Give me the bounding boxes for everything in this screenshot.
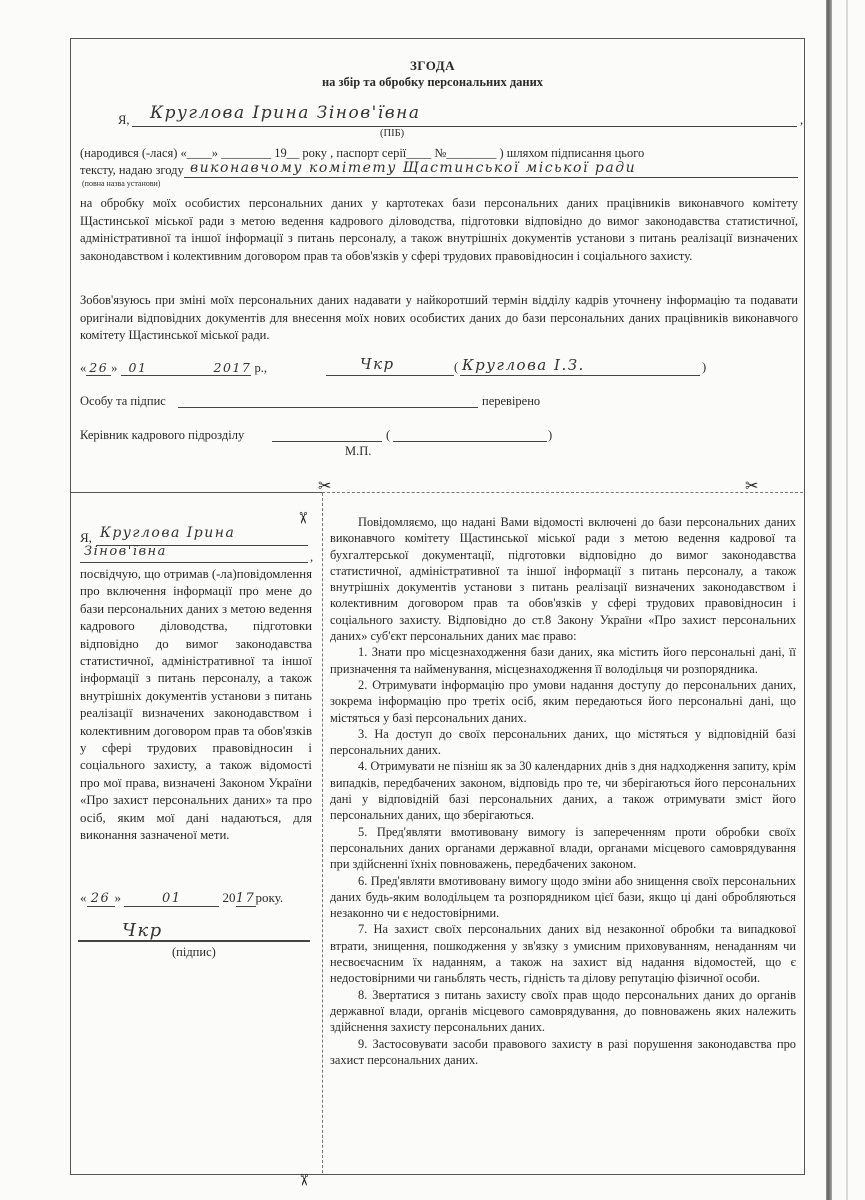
hr-head-signature-underline (272, 441, 382, 442)
scan-edge-shadow (826, 0, 832, 1200)
consent-signature-name: Круглова І.З. (462, 356, 585, 374)
cut-line-dashed (322, 492, 803, 493)
notice-right-3: 3. На доступ до своїх персональних даних, що містяться у відповідній базі персональних даних. (330, 726, 796, 758)
notice-intro: Повідомляємо, що надані Вами відомості включені до бази персональних даних виконавчого комітету Щастинської міської ради з метою ведення кадрової та бухгалтерської документації, підготовки відповідно до вимог законодавства статистичної, адміністративної та іншої інформації з питань персоналу, а також внутрішніх документів установи з питань реалізації визначених законодавством і колективним договором прав та обов'язків у сфері трудових правовідносин і соціального захисту. Відповідно до ст.8 Закону України «Про захист персональних даних» суб'єкт персональних даних має право: (330, 515, 796, 644)
notice-text (330, 514, 796, 1068)
institution-caption: (повна назва установи) (82, 179, 161, 188)
institution-name: виконавчому комітету Щастинської міської ради (190, 160, 637, 176)
receipt-i-label: Я, (80, 530, 92, 545)
institution-underline (184, 177, 798, 178)
signature-name-underline (460, 375, 700, 376)
receipt-signature-caption: (підпис) (172, 945, 216, 959)
consent-paragraph-2: Зобов'язуюсь при зміні моїх персональних даних надавати у найкоротший термін відділу кадрів уточнену інформацію та подавати оригінали відповідних документів для внесення моїх нових особистих даних до бази персональних даних працівників виконавчого комітету Щастинської міської ради. (80, 293, 798, 343)
notice-right-2: 2. Отримувати інформацію про умови надання доступу до персональних даних, зокрема інформацію про третіх осіб, яким передаються його персональні дані, що містяться у базі персональних даних. (330, 677, 796, 725)
notice-right-7: 7. На захист своїх персональних даних від незаконної обробки та випадкової втрати, знищення, пошкодження у зв'язку з умисним приховуванням, ненаданням чи несвоєчасним їх наданням, а також на захист від надання відомостей, що є недостовірними чи ганьблять честь, гідність та ділову репутацію фізичної особи. (330, 922, 796, 986)
full-name-caption: (ПІБ) (380, 128, 405, 139)
consent-paragraph-1: на обробку моїх особистих персональних даних у картотеках бази персональних даних працівників виконавчого комітету Щастинської міської ради з метою ведення кадрового діловодства, підготовки відповідно до вимог законодавства статистичної, адміністративної та іншої інформації з питань персоналу, а також внутрішніх документів установи з питань реалізації визначених законодавством і колективним договором прав та обов'язків у сфері трудових правовідносин і соціального захисту. (80, 196, 798, 263)
notice-right-8: 8. Звертатися з питань захисту своїх прав щодо персональних даних до органів державної влади, органів місцевого самоврядування, до повноважень яких належить здійснення захисту персональних даних. (330, 987, 796, 1035)
consent-full-name: Круглова Ірина Зінов'ївна (150, 103, 421, 123)
scissors-icon: ✂ (294, 1173, 312, 1187)
receipt-date-day: 26 (87, 891, 115, 907)
paren-open: ( (454, 360, 459, 374)
paren-close-2: ) (548, 428, 553, 442)
hr-head-label: Керівник кадрового підрозділу (80, 428, 245, 442)
receipt-signature: Чкр (122, 920, 163, 941)
consent-date-day: 26 (86, 360, 111, 376)
stamp-label: М.П. (345, 444, 372, 458)
scissors-icon: ✂ (745, 478, 759, 495)
scissors-icon: ✂ (293, 511, 311, 525)
cut-line-solid (70, 492, 322, 493)
consent-date-suffix: р., (254, 361, 267, 375)
receipt-date-year-prefix: 20 (222, 890, 236, 905)
receipt-name-underline-2 (80, 562, 308, 563)
consent-i-label: Я, (118, 113, 130, 127)
consent-date-month: 01 (121, 360, 214, 376)
hr-head-name-underline (393, 441, 547, 442)
comma-2: , (310, 550, 314, 564)
scan-edge-line (846, 0, 848, 1200)
cut-line-vertical (322, 493, 323, 1173)
document-subtitle: на збір та обробку персональних даних (321, 75, 544, 89)
receipt-date-suffix: року. (255, 890, 284, 905)
paren-open-2: ( (386, 428, 391, 442)
receipt-name-line2: Зінов'ївна (84, 544, 167, 559)
verified-underline (178, 407, 478, 408)
notice-right-6: 6. Пред'являти вмотивовану вимогу щодо зміни або знищення своїх персональних даних будь-яким володільцем та розпорядником цієї бази, якщо ці дані обробляються незаконно чи є недостовірними. (330, 873, 796, 921)
birth-passport-line: (народився (-лася) «____» ________ 19__ року , паспорт серії____ №________ ) шляхом підписання цього (80, 146, 645, 160)
receipt-date-row: « 26 » 01 2017року. (80, 890, 284, 906)
notice-right-1: 1. Знати про місцезнаходження бази даних, яка містить його персональні дані, її призначення та найменування, місцезнаходження її володільця чи розпорядника. (330, 645, 796, 676)
consent-signature: Чкр (360, 355, 395, 373)
consent-text-prefix: тексту, надаю згоду (80, 163, 184, 177)
receipt-signature-underline (78, 940, 310, 942)
consent-date-year: 2017 (213, 360, 252, 375)
notice-right-5: 5. Пред'являти вмотивовану вимогу із запереченням проти обробки своїх персональних даних органами державної влади, органами місцевого самоврядування при здійсненні їхніх повноважень, передбачених законом. (330, 824, 796, 872)
signature-underline (326, 375, 454, 376)
scissors-icon: ✂ (318, 478, 332, 495)
receipt-body: посвідчую, що отримав (-ла)повідомлення про включення інформації про мене до бази персональних даних з метою ведення кадрового діловодства, підготовки відповідно до вимог законодавства статистичної, адміністративної та іншої інформації з питань персоналу, а також внутрішніх документів установи з питань реалізації визначених законодавством і колективним договором прав та обов'язків у сфері трудових правовідносин і соціального захисту, а також відомості про мої права, визначені Законом України «Про захист персональних даних» та про осіб, яким мої дані надаються, для виконання зазначеної мети. (80, 567, 312, 843)
comma: , (800, 113, 804, 127)
receipt-name-line1: Круглова Ірина (100, 525, 236, 541)
verified-suffix: перевірено (482, 394, 541, 408)
receipt-date-month: 01 (124, 891, 219, 907)
notice-right-4: 4. Отримувати не пізніш як за 30 календарних днів з дня надходження запиту, крім випадків, передбачених законом, відповідь про те, чи зберігаються його персональних дані у відповідній базі персональних даних, а також отримувати зміст його персональних даних, що зберігаються. (330, 759, 796, 823)
document-title: ЗГОДА (409, 58, 456, 73)
paren-close: ) (702, 360, 707, 374)
verified-prefix: Особу та підпис (80, 394, 166, 408)
date-row: « 26 » 01 2017 р., (80, 360, 267, 375)
name-underline (132, 126, 797, 127)
receipt-date-year-suffix: 17 (235, 891, 256, 906)
notice-right-9: 9. Застосовувати засоби правового захисту в разі порушення законодавства про захист персональних даних. (330, 1036, 796, 1067)
